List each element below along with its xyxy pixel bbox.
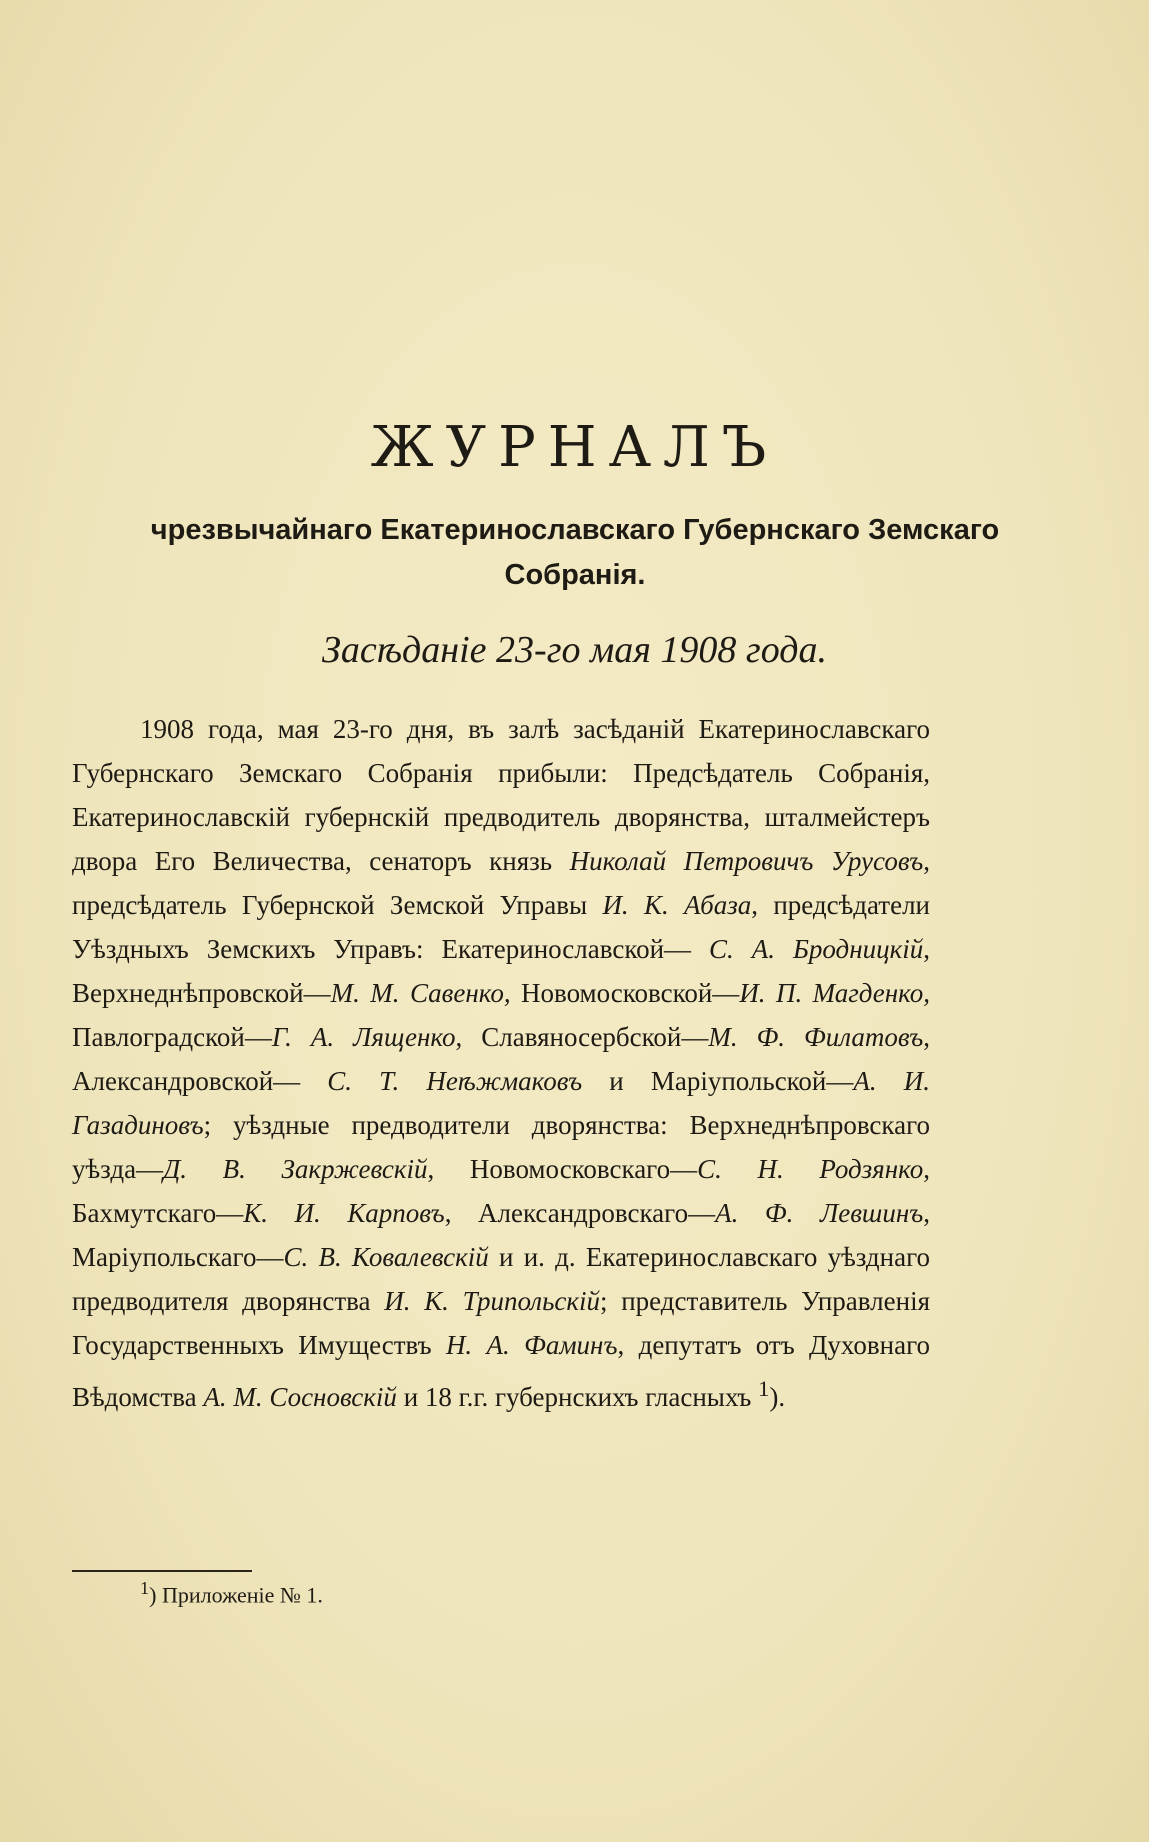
- document-subtitle: чрезвычайнаго Екатеринославскаго Губернскаго Земскаго Собранія.: [150, 514, 1000, 591]
- footnote-reference: 1: [758, 1376, 770, 1401]
- person-name: И. К. Трипольскій: [384, 1286, 600, 1316]
- body-text-part: Новомосковской—: [510, 978, 740, 1008]
- person-name: И. П. Магденко,: [739, 978, 930, 1008]
- person-name: С. В. Ковалевскій: [283, 1242, 489, 1272]
- person-name: Николай Петровичъ Урусовъ: [569, 846, 924, 876]
- body-text-part: и и. д. Екатеринославскаго уѣзднаго предводителя дворянства: [72, 1242, 930, 1316]
- person-name: С. Н. Родзянко: [697, 1154, 924, 1184]
- person-name: А. Ф. Левшинъ: [715, 1198, 924, 1228]
- body-paragraph: [72, 707, 930, 1419]
- body-text-part: 1908 года, мая 23-го дня, въ залѣ засѣданій Екатеринославскаго Губернскаго Земскаго Собранія прибыли: Предсѣдатель Собранія, Екатеринославскій губернскій предводитель дворянства, шталмейстеръ двора Его Величества, сенаторъ князь: [72, 714, 930, 876]
- person-name: Д. В. Закржевскій: [163, 1154, 428, 1184]
- person-name: М. М. Савенко,: [330, 978, 511, 1008]
- body-text-part: , Верхнеднѣпровской—: [72, 934, 930, 1008]
- person-name: С. А. Бродницкій: [709, 934, 924, 964]
- body-text-part: , Александровскаго—: [444, 1198, 716, 1228]
- footnote-divider: [72, 1570, 252, 1572]
- person-name: М. Ф. Филатовъ: [708, 1022, 924, 1052]
- footnote-mark: 1: [140, 1578, 150, 1598]
- body-text-part: , предсѣдатели Уѣздныхъ Земскихъ Управъ: Екатеринославской—: [72, 890, 931, 964]
- body-text-part: и Маріупольской—: [582, 1066, 854, 1096]
- footnote-text: ) Приложеніе № 1.: [149, 1582, 323, 1608]
- body-text-part: , депутатъ отъ Духовнаго Вѣдомства: [72, 1330, 930, 1412]
- person-name: А. М. Сосновскій: [203, 1382, 397, 1412]
- body-text-part: , Александровской—: [72, 1022, 930, 1096]
- body-text-part: , Бахмутскаго—: [72, 1154, 930, 1228]
- person-name: А. И. Газадиновъ: [72, 1066, 930, 1140]
- body-text-part: , Славяносербской—: [455, 1022, 709, 1052]
- person-name: К. И. Карповъ: [243, 1198, 445, 1228]
- body-text-part: и 18 г.г. губернскихъ гласныхъ: [396, 1382, 759, 1412]
- footnote: [140, 1578, 323, 1608]
- body-text-part: ).: [769, 1382, 786, 1412]
- body-text-part: ; уѣздные предводители дворянства: Верхнеднѣпровскаго уѣзда—: [72, 1110, 930, 1184]
- body-text-part: , предсѣдатель Губернской Земской Управы: [72, 846, 930, 920]
- session-heading: Засѣданіе 23-го мая 1908 года.: [322, 629, 827, 671]
- body-text-part: ; представитель Управленія Государственныхъ Имуществъ: [72, 1286, 931, 1360]
- body-text-part: Павлоградской—: [72, 1022, 272, 1052]
- person-name: Г. А. Лященко: [271, 1022, 456, 1052]
- body-text-part: , Маріупольскаго—: [72, 1198, 930, 1272]
- person-name: Н. А. Фаминъ: [445, 1330, 618, 1360]
- person-name: С. Т. Неѣжмаковъ: [327, 1066, 583, 1096]
- person-name: И. К. Абаза: [602, 890, 752, 920]
- document-title: ЖУРНАЛЪ: [370, 415, 779, 480]
- body-text-part: , Новомосковскаго—: [427, 1154, 698, 1184]
